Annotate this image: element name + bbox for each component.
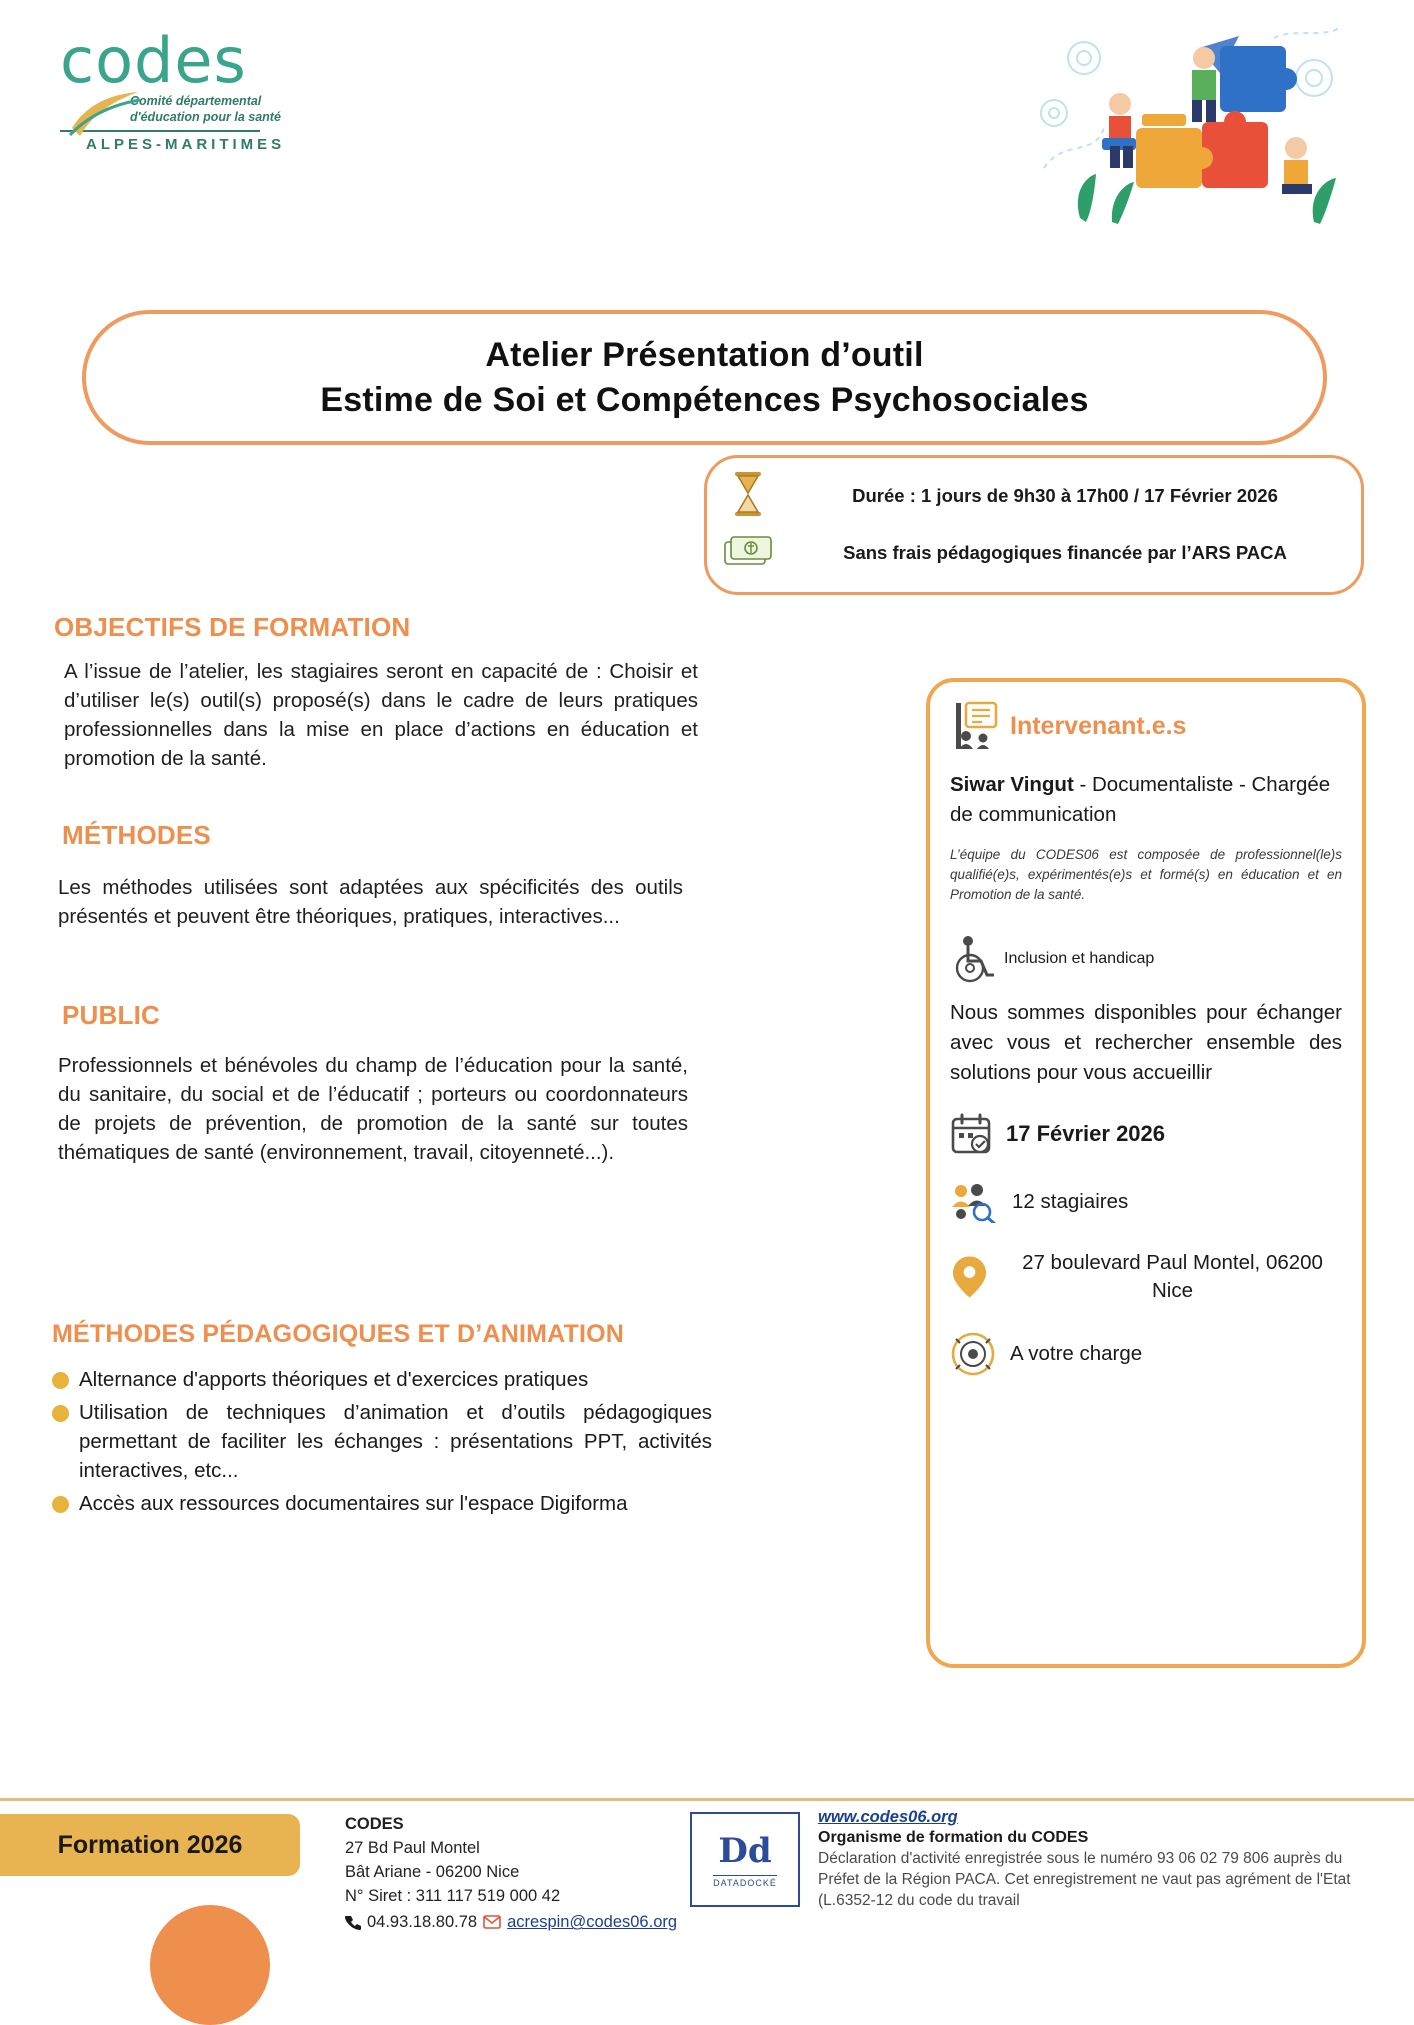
objectifs-text: A l’issue de l’atelier, les stagiaires seront en capacité de : Choisir et d’utiliser le(s) outil(s) proposé(s) dans le cadre de leurs pratiques professionnelles dans la mise en place d’actions en éducation et promotion de la santé. bbox=[64, 660, 698, 771]
section-public bbox=[58, 1000, 698, 1167]
title-line-1: Atelier Présentation d’outil bbox=[485, 335, 924, 374]
bullet-dot-icon bbox=[52, 1405, 69, 1422]
date-row bbox=[950, 1113, 1342, 1155]
team-note: L’équipe du CODES06 est composée de professionnel(le)s qualifié(e)s, expérimentés(e)s et formé(s) en éducation et en Promotion de la santé. bbox=[950, 847, 1342, 902]
legal-text: Déclaration d'activité enregistrée sous le numéro 93 06 02 79 806 auprès du Préfet de la Région PACA. Cet enregistrement ne vaut pas agrément de l'Etat (L.6352-12 du code du travail bbox=[818, 1850, 1351, 1909]
money-icon bbox=[717, 533, 779, 574]
inclusion-header bbox=[950, 934, 1342, 984]
cost-text: Sans frais pédagogiques financée par l’ARS PACA bbox=[843, 542, 1287, 564]
objectifs-heading: OBJECTIFS DE FORMATION bbox=[54, 612, 411, 642]
bullet-dot-icon bbox=[52, 1372, 69, 1389]
public-text: Professionnels et bénévoles du champ de l’éducation pour la santé, du sanitaire, du social et de l’éducatif ; porteurs ou coordonnateurs de projets de prévention, de promotion de la santé sur toutes thématiques de santé (environnement, travail, citoyenneté...). bbox=[58, 1054, 688, 1165]
meal-icon bbox=[950, 1331, 996, 1377]
email-link[interactable]: acrespin@codes06.org bbox=[507, 1913, 678, 1932]
person-left bbox=[1102, 93, 1136, 168]
public-heading: PUBLIC bbox=[62, 1000, 160, 1030]
email-icon bbox=[483, 1915, 501, 1929]
speakers-heading: Intervenant.e.s bbox=[1010, 711, 1187, 740]
list-item: Utilisation de techniques d’animation et d’outils pédagogiques permettant de faciliter les échanges : présentations PPT, activités interactives, etc... bbox=[52, 1398, 712, 1485]
participants-icon bbox=[950, 1181, 998, 1223]
meal-row bbox=[950, 1331, 1342, 1377]
footer-organisation-block bbox=[345, 1812, 705, 1934]
speaker-entry bbox=[950, 770, 1342, 829]
logo-wordmark: codes bbox=[60, 24, 247, 97]
footer-divider bbox=[0, 1798, 1414, 1801]
footer-contact-row bbox=[345, 1910, 705, 1934]
address-text: 27 boulevard Paul Montel, 06200 Nice bbox=[1022, 1251, 1323, 1302]
datadock-logo bbox=[690, 1812, 800, 1907]
list-item: Accès aux ressources documentaires sur l'espace Digiforma bbox=[52, 1489, 712, 1518]
codes-logo bbox=[60, 24, 340, 154]
org-sub-label: Organisme de formation du CODES bbox=[818, 1829, 1089, 1846]
datadock-mark: Dd bbox=[718, 1831, 772, 1871]
pedagogiques-list bbox=[52, 1365, 712, 1519]
methodes-text: Les méthodes utilisées sont adaptées aux spécificités des outils présentés et peuvent être théoriques, pratiques, interactives... bbox=[58, 876, 683, 929]
location-pin-icon bbox=[950, 1253, 989, 1301]
org-address-2: Bât Ariane - 06200 Nice bbox=[345, 1863, 520, 1882]
phone-number: 04.93.18.80.78 bbox=[367, 1913, 478, 1932]
wheelchair-icon bbox=[950, 934, 994, 984]
org-address-1: 27 Bd Paul Montel bbox=[345, 1839, 480, 1858]
org-name: CODES bbox=[345, 1815, 404, 1833]
org-siret: N° Siret : 311 117 519 000 42 bbox=[345, 1887, 561, 1906]
logo-swoosh-icon bbox=[68, 88, 142, 140]
list-item: Alternance d'apports théoriques et d'exercices pratiques bbox=[52, 1365, 712, 1394]
poster-title bbox=[82, 310, 1327, 445]
person-top bbox=[1192, 47, 1216, 122]
logo-department: ALPES-MARITIMES bbox=[86, 136, 286, 154]
datadock-label: DATADOCKÉ bbox=[713, 1875, 777, 1888]
cost-row bbox=[717, 533, 1343, 574]
duration-row bbox=[717, 470, 1343, 523]
date-text: 17 Février 2026 bbox=[1006, 1121, 1166, 1147]
section-methodes-pedagogiques bbox=[52, 1320, 712, 1523]
bullet-dot-icon bbox=[52, 1496, 69, 1513]
speaker-role: - Documentaliste - Chargée de communication bbox=[950, 773, 1331, 826]
address-row bbox=[950, 1249, 1342, 1304]
calendar-icon bbox=[950, 1113, 992, 1155]
details-card bbox=[926, 678, 1366, 1668]
pedagogiques-heading: MÉTHODES PÉDAGOGIQUES ET D’ANIMATION bbox=[52, 1320, 625, 1348]
person-right bbox=[1282, 137, 1312, 194]
capacity-row bbox=[950, 1181, 1342, 1223]
title-line-2: Estime de Soi et Compétences Psychosociales bbox=[320, 380, 1089, 419]
section-methodes bbox=[58, 820, 698, 931]
capacity-text: 12 stagiaires bbox=[1012, 1190, 1129, 1214]
footer-decoration-circle bbox=[150, 1905, 270, 2025]
puzzle-teamwork-illustration bbox=[1024, 18, 1364, 233]
speakers-header bbox=[950, 700, 1342, 752]
speaker-name: Siwar Vingut bbox=[950, 773, 1074, 796]
methodes-heading: MÉTHODES bbox=[62, 820, 211, 850]
footer-legal-block bbox=[818, 1808, 1378, 1912]
formation-year-label: Formation 2026 bbox=[57, 1830, 243, 1859]
formation-year-badge bbox=[0, 1814, 300, 1876]
logo-subtitle: Comité départemental d'éducation pour la santé bbox=[130, 94, 281, 124]
website-link[interactable]: www.codes06.org bbox=[818, 1808, 958, 1826]
duration-text: Durée : 1 jours de 9h30 à 17h00 / 17 Février 2026 bbox=[852, 485, 1278, 507]
meal-text: A votre charge bbox=[1010, 1341, 1143, 1365]
section-objectifs bbox=[54, 612, 698, 773]
inclusion-heading: Inclusion et handicap bbox=[1004, 950, 1155, 968]
phone-icon bbox=[345, 1914, 361, 1930]
presenter-icon bbox=[950, 700, 998, 752]
inclusion-text: Nous sommes disponibles pour échanger avec vous et rechercher ensemble des solutions pour vous accueillir bbox=[950, 1001, 1342, 1084]
info-badge bbox=[704, 455, 1364, 595]
hourglass-icon bbox=[717, 470, 779, 523]
